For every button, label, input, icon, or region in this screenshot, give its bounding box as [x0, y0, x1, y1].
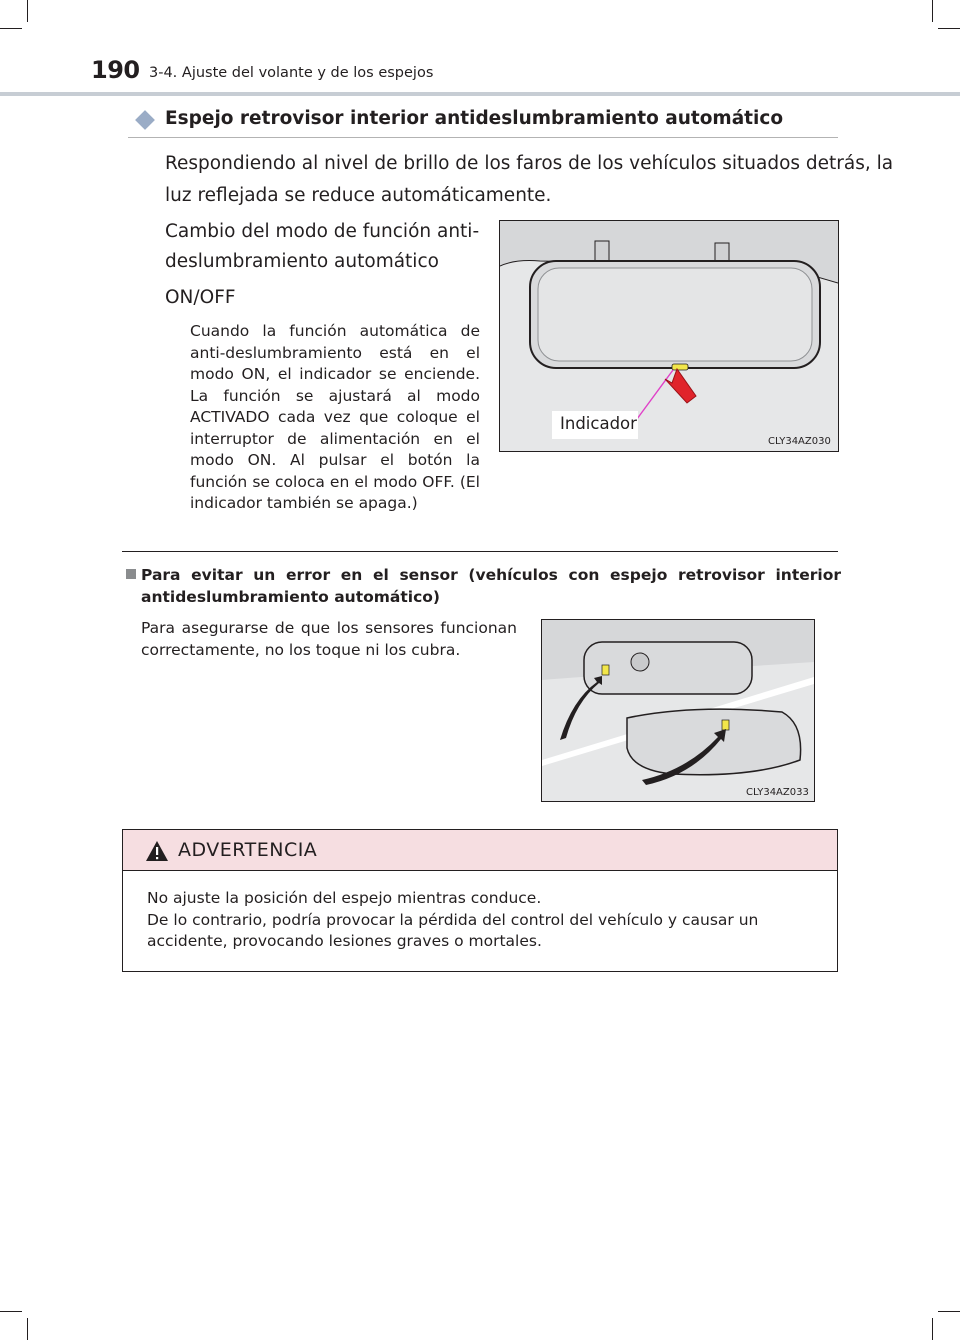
- warning-line-1: No ajuste la posición del espejo mientras conduce.: [147, 889, 542, 907]
- mode-detail-text: Cuando la función automática de anti-deslumbramiento está en el modo ON, el indicador se enciende. La función se ajustará al modo ACTIVADO cada vez que coloque el interruptor de alimentación en el modo ON. Al pulsar el botón la función se coloca en el modo OFF. (El indicador también se apaga.): [190, 322, 480, 512]
- section-header: 3-4. Ajuste del volante y de los espejos: [149, 65, 434, 81]
- crop-mark: [27, 0, 28, 22]
- mirror-indicator-figure: [499, 220, 839, 452]
- crop-mark: [932, 1318, 933, 1340]
- crop-mark: [938, 28, 960, 29]
- figure-code: CLY34AZ030: [768, 436, 831, 447]
- header-rule: [0, 92, 960, 96]
- intro-line-1: Respondiendo al nivel de brillo de los faros de los vehículos situados detrás, la: [165, 153, 894, 174]
- note-heading: Para evitar un error en el sensor (vehículos con espejo retrovisor interior antideslumbramiento automático): [141, 566, 841, 606]
- square-bullet-icon: [126, 569, 136, 579]
- crop-mark: [932, 0, 933, 22]
- warning-title: ADVERTENCIA: [178, 839, 318, 861]
- crop-mark: [938, 1311, 960, 1312]
- subsection-title: Espejo retrovisor interior antideslumbramiento automático: [165, 108, 784, 129]
- warning-header: [123, 830, 837, 871]
- section-divider: [122, 551, 838, 552]
- mode-line-1: Cambio del modo de función anti-: [165, 221, 480, 242]
- crop-mark: [27, 1318, 28, 1340]
- intro-line-2: luz reflejada se reduce automáticamente.: [165, 185, 552, 206]
- indicator-label: Indicador: [560, 414, 637, 433]
- warning-line-2: De lo contrario, podría provocar la pérdida del control del vehículo y causar un accidente, provocando lesiones graves o mortales.: [147, 910, 759, 950]
- note-text: Para asegurarse de que los sensores funcionan correctamente, no los toque ni los cubra.: [141, 619, 517, 659]
- mode-line-2: deslumbramiento automático: [165, 251, 439, 272]
- sensor-illustration: [542, 620, 814, 801]
- warning-box: [122, 829, 838, 972]
- subsection-rule: [128, 137, 838, 138]
- warning-triangle-icon: [145, 840, 169, 862]
- crop-mark: [0, 1311, 22, 1312]
- page-number: 190: [91, 56, 140, 84]
- diamond-bullet-icon: [135, 110, 155, 130]
- mode-line-3: ON/OFF: [165, 287, 236, 308]
- figure-code: CLY34AZ033: [746, 787, 809, 798]
- sensor-location-figure: [541, 619, 815, 802]
- mirror-illustration: [500, 221, 838, 451]
- crop-mark: [0, 28, 22, 29]
- warning-text: [147, 888, 827, 953]
